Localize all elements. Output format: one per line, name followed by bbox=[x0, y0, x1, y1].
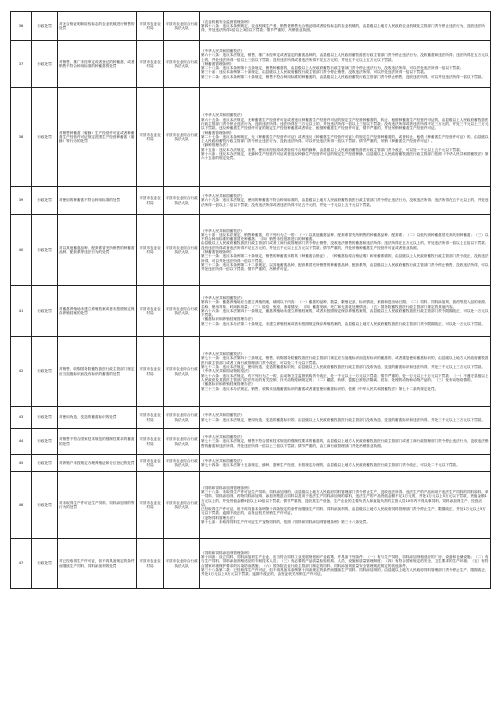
row-matter-name: 对使用伪造、变造的畜禽标识的处罚 bbox=[58, 407, 137, 429]
legal-basis-paragraph: 《中华人民共和国畜牧法》 bbox=[201, 435, 245, 440]
row-number: 46 bbox=[11, 472, 32, 539]
table-row bbox=[11, 472, 491, 539]
legal-basis-paragraph: 第十七条：未取得饲料生产许可证生产宠物饲料的，依照《饲料和饲料添加剂管理条例》第三十八条处罚。 bbox=[201, 520, 370, 525]
row-number: 36 bbox=[11, 12, 32, 41]
row-matter-name: 对销售、推广未经审定或者登记的种畜禽，或者销售不符合种用标准的种畜禽的处罚 bbox=[58, 41, 137, 88]
legal-basis-paragraph: 《畜禽标识和养殖档案管理办法》 bbox=[201, 317, 255, 322]
row-category: 行政处罚 bbox=[32, 472, 58, 539]
legal-basis-paragraph: 第十五条：违反本办法规定，出售、使用未经检疫或者检疫不合格的蜂种，由县级以上人民政府畜牧兽医行政主管部门责令改正，可以处一千元以上五千元以下罚款； bbox=[201, 147, 464, 152]
legal-basis-paragraph: 《饲料和饲料添加剂管理条例》 bbox=[201, 550, 252, 555]
legal-basis-paragraph: 第七十三条：违反本法规定，销售不符合国家技术规范的强制性要求的畜禽的，由县级以上地方人民政府畜牧兽医行政主管部门或者工商行政管理部门责令停止违法行为，没收违法销售的畜禽和违法所得，并处违法所得一倍以上三倍以下罚款；情节严重的，由工商行政管理部门并处吊销营业执照。 bbox=[201, 439, 489, 448]
row-enforcement-body: 平顶市农业综合行政执法大队 bbox=[164, 88, 200, 187]
row-department: 平顶市农业农村局 bbox=[137, 429, 164, 455]
row-legal-basis bbox=[200, 472, 491, 539]
legal-basis-paragraph: 《中华人民共和国畜牧法》 bbox=[201, 113, 245, 118]
row-enforcement-body: 平顶市农业综合行政执法大队 bbox=[164, 472, 200, 539]
row-number: 45 bbox=[11, 455, 32, 472]
row-legal-basis bbox=[200, 286, 491, 337]
table-row bbox=[11, 407, 491, 429]
row-category: 行政处罚 bbox=[32, 215, 58, 286]
row-enforcement-body: 平顶市农业综合行政执法大队 bbox=[164, 12, 200, 41]
row-legal-basis bbox=[200, 337, 491, 407]
legal-basis-paragraph: 第六十六条：违反本法第四十一条规定，畜禽养殖场未建立养殖档案的，或者未按照规定保存养殖档案的，由县级以上人民政府畜牧兽医行政主管部门责令限期改正，可以处一万元以下罚款。 bbox=[201, 308, 489, 318]
legal-basis-paragraph: 第六十五条：违反本法规定，无种畜禽生产经营许可证或者违反种畜禽生产经营许可证的规定生产经营种畜禽的，转让、租借种畜禽生产经营许可证的，由县级以上人民政府畜牧兽医行政主管部门责令停止违法行为，没收违法所得；违法所得在三万元以上的，并处违法所得一倍以上三倍以下罚款；没有违法所得或者违法所得不足三万元的，并处三千元以上三万元以下罚款。违反种畜禽生产经营许可证的规定生产经营种畜禽或者转让、租借种畜禽生产经营许可证，情节严重的，并处吊销种畜禽生产经营许可证。 bbox=[201, 117, 489, 131]
row-legal-basis bbox=[200, 187, 491, 215]
row-enforcement-body: 平顶市农业综合行政执法大队 bbox=[164, 286, 200, 337]
row-legal-basis bbox=[200, 539, 491, 589]
legal-basis-paragraph: 《种畜禽管理条例》 bbox=[201, 61, 234, 66]
row-category: 行政处罚 bbox=[32, 407, 58, 429]
row-department: 平顶市农业农村局 bbox=[137, 472, 164, 539]
legal-basis-paragraph: 《中华人民共和国动物防疫法》 bbox=[201, 369, 252, 374]
legal-basis-paragraph: 第四十一条：畜禽养殖场应当建立养殖档案，载明以下内容：（一）畜禽的品种、数量、繁殖记录、标识情况、来源和进出场日期；（二）饲料、饲料添加剂、兽药等投入品的来源、名称、使用对象、时间和用量；（三）检疫、免疫、消毒情况；（四）畜禽发病、死亡和无害化处理情况；（五）国务院畜牧兽医行政主管部门规定的其他内容。 bbox=[201, 300, 489, 309]
row-matter-name: 对养殖户未按规定办理养殖证和分区登记的处罚 bbox=[58, 455, 137, 472]
row-matter-name: 对销售不符合国家技术规范的强制性要求的畜禽的处罚 bbox=[58, 429, 137, 455]
row-category: 行政处罚 bbox=[32, 455, 58, 472]
row-category: 行政处罚 bbox=[32, 12, 58, 41]
row-number: 43 bbox=[11, 407, 32, 429]
row-category: 行政处罚 bbox=[32, 286, 58, 337]
legal-basis-paragraph: 《种畜禽管理条例》 bbox=[201, 130, 234, 135]
legal-basis-paragraph: 第七十六条：违反本法规定，有下列行为之一的，由动物卫生监督机构责令改正，处一千元以上一万元以下罚款；情节严重的，处一万元以上十万元以下罚款：（一）不遵守县级以上人民政府及其兽医主管部门依法作出的有关控制、扑灭动物疫病规定的；（二）藏匿、转移、盗掘已被依法隔离、封存、处理的动物和动物产品的；（三）发布动物疫情的。 bbox=[201, 373, 489, 382]
row-category: 行政处罚 bbox=[32, 429, 58, 455]
legal-basis-paragraph: 第三十八条：未取得生产许可证生产饲料、饲料添加剂的，由县级以上地方人民政府饲料管理部门责令停止生产，没收违法所得、违法生产的产品和用于违法生产饲料的饲料原料、单一饲料、饲料添加剂、药物饲料添加剂、添加剂预混合饲料以及用于违法生产饲料添加剂的原料，违法生产的产品货值金额不足1万元的，并处1万元以上5万元以下罚款，货值金额1万元以上的，并处货值金额5倍以上10倍以下罚款；情节严重的，没收其生产设备，生产企业的主要负责人和直接负责的主管人员10年内不得从事饲料、饲料添加剂生产、经营活动。 bbox=[201, 489, 489, 507]
row-enforcement-body: 平顶市农业综合行政执法大队 bbox=[164, 337, 200, 407]
legal-basis-paragraph: 第二十七条：违反本条例规定，无《种畜禽生产经营许可证》或者违反《种畜禽生产经营许可证》的规定生产经营种畜禽的，或者转让、租借《种畜禽生产经营许可证》的，由县级以上人民政府畜牧行政主管部门责令停止违法行为，没收违法所得，可以并处违法所得一倍以下罚款；情节严重的，吊销《种畜禽生产经营许可证》。 bbox=[201, 134, 489, 144]
row-category: 行政处罚 bbox=[32, 539, 58, 589]
row-number: 37 bbox=[11, 41, 32, 88]
row-enforcement-body: 平顶市农业综合行政执法大队 bbox=[164, 41, 200, 88]
legal-basis-paragraph: 《宠物饲料管理办法》 bbox=[201, 515, 237, 520]
legal-basis-paragraph: 《种畜禽管理条例》 bbox=[201, 250, 234, 254]
legal-basis-paragraph: 第七十四条：违反本法第十五条规定，蜂种、蚕种生产经营，未按规定办理的，由县级以上地方人民政府畜牧兽医行政主管部门责令改正，可以处二千元以下罚款。 bbox=[201, 463, 460, 467]
row-enforcement-body: 平顶市农业综合行政执法大队 bbox=[164, 539, 200, 589]
row-matter-name: 对畜禽养殖场未建立养殖档案或者未按照规定保存养殖档案的处罚 bbox=[58, 286, 137, 337]
row-legal-basis bbox=[200, 215, 491, 286]
row-department: 平顶市农业农村局 bbox=[137, 337, 164, 407]
legal-basis-paragraph: 第三十一条：违反本条例第二十条规定，销售的种畜禽未附具《种畜禽合格证》、《种畜禽检疫合格证明》和家畜系谱的，由县级以上人民政府畜牧行政主管部门责令改正，没收违法所得，可以并处违法所得一倍以下罚款。 bbox=[201, 254, 489, 263]
legal-basis-paragraph: 第六十八条：违反本法规定，销售、推广未经审定或者鉴定的畜禽品种的，由县级以上人民政府畜牧兽医行政主管部门责令停止违法行为，没收畜禽和违法所得；违法所得在五万元以上的，并处违法所得一倍以上三倍以下罚款；没有违法所得或者违法所得不足五万元的，并处五千元以上五万元以下罚款。 bbox=[201, 53, 489, 62]
row-enforcement-body: 平顶市农业综合行政执法大队 bbox=[164, 187, 200, 215]
legal-basis-paragraph: 已经取得生产许可证，但不再具备本条例第十四条规定的条件而继续生产饲料、饲料添加剂的，由县级以上地方人民政府饲料管理部门责令停止生产、限期改正，并处1万元以上5万元以下罚款；逾期不改正的，由发证机关吊销生产许可证。 bbox=[201, 507, 486, 516]
legal-basis-paragraph: 第十四条：设立饲料、饲料添加剂生产企业，应当符合饲料工业发展规划和产业政策，并具备下列条件：（一）有与生产饲料、饲料添加剂相适应的厂房、设备和仓储设施；（二）有与生产饲料、饲料添加剂相适应的专职技术人员；（三）有必要的产品质量检验机构、人员、设施和质量管理制度；（四）有符合国家规定的安全、卫生要求的生产环境；（五）有符合国家环境保护要求的污染防治措施；（六）国务院农业行政主管部门制定的饲料、饲料添加剂质量安全管理规范规定的其他条件。 bbox=[201, 554, 489, 568]
row-number: 39 bbox=[11, 187, 32, 215]
legal-basis-paragraph: 第七十二条：违反本法规定，使用伪造、变造的畜禽标识的，由县级以上人民政府畜牧兽医行政主管部门没收伪造、变造的畜禽标识和违法所得，并处三千元以上三万元以下罚款。 bbox=[201, 365, 485, 370]
table-row bbox=[11, 286, 491, 337]
row-enforcement-body: 平顶市农业综合行政执法大队 bbox=[164, 407, 200, 429]
row-matter-name: 对无合格证明和检验标志的农业机械进行销售的处罚 bbox=[58, 12, 137, 41]
table-row bbox=[11, 187, 491, 215]
row-department: 平顶市农业农村局 bbox=[137, 215, 164, 286]
row-department: 平顶市农业农村局 bbox=[137, 12, 164, 41]
table-row bbox=[11, 12, 491, 41]
row-enforcement-body: 平顶市农业综合行政执法大队 bbox=[164, 429, 200, 455]
legal-basis-paragraph: 《蜂种管理办法》 bbox=[201, 143, 230, 148]
legal-basis-paragraph: 第六十九条：违反本法规定，使用的种畜禽不符合种用标准的，由县级以上地方人民政府畜牧兽医行政主管部门责令停止违法行为，没收违法所得；违法所得在五千元以上的，并处违法所得一倍以上二倍以下罚款；没有违法所得或者违法所得不足五千元的，并处一千元以上五千元以下罚款。 bbox=[201, 198, 489, 207]
row-category: 行政处罚 bbox=[32, 88, 58, 187]
legal-basis-paragraph: 第十六条：违反本办法规定，无蜂种生产经营许可证或者违反种蜂生产经营许可证的规定生产经营种蜂，由县级以上人民政府畜牧兽医行政主管部门依照《中华人民共和国畜牧法》第六十五条的规定处罚。 bbox=[201, 152, 489, 161]
legal-basis-paragraph: 《中华人民共和国畜牧法》 bbox=[201, 352, 245, 357]
legal-basis-paragraph: 《饲料和饲料添加剂管理条例》 bbox=[201, 485, 252, 490]
row-legal-basis bbox=[200, 41, 491, 88]
row-category: 行政处罚 bbox=[32, 337, 58, 407]
row-legal-basis bbox=[200, 88, 491, 187]
row-department: 平顶市农业农村局 bbox=[137, 539, 164, 589]
legal-basis-paragraph: 《中华人民共和国畜牧法》 bbox=[201, 194, 245, 199]
row-department: 平顶市农业农村局 bbox=[137, 407, 164, 429]
row-matter-name: 对已经取得生产许可证，但不再具备规定的条件而继续生产饲料、饲料添加剂的处罚 bbox=[58, 539, 137, 589]
legal-basis-paragraph: 第二十八条：违反本条例第十五条规定，销售种畜禽的，由县级以上人民政府畜牧行政主管部门责令停止违法行为，没收违法所得，可以并处违法所得一倍以下罚款； bbox=[201, 66, 464, 71]
row-department: 平顶市农业农村局 bbox=[137, 187, 164, 215]
row-legal-basis bbox=[200, 455, 491, 472]
row-enforcement-body: 平顶市农业综合行政执法大队 bbox=[164, 215, 200, 286]
legal-basis-paragraph: 《中华人民共和国畜牧法》 bbox=[201, 458, 245, 463]
legal-basis-paragraph: 第三十三条：违反本办法规定，销售、收购未加施畜禽标识的畜禽或者重复使用畜禽标识的，依照《中华人民共和国畜牧法》第七十二条的规定处罚。 bbox=[201, 386, 439, 391]
row-legal-basis bbox=[200, 429, 491, 455]
row-department: 平顶市农业农村局 bbox=[137, 41, 164, 88]
row-category: 行政处罚 bbox=[32, 41, 58, 88]
row-matter-name: 对使用的种畜禽不符合种用标准的处罚 bbox=[58, 187, 137, 215]
row-number: 44 bbox=[11, 429, 32, 455]
legal-basis-paragraph: 第三十条：违反本条例第二十条规定，由县级以上人民政府畜牧行政主管部门责令停止销售，没收违法所得，可以并处违法所得一倍以下罚款。 bbox=[201, 70, 428, 75]
row-legal-basis bbox=[200, 12, 491, 41]
row-legal-basis bbox=[200, 407, 491, 429]
row-number: 40 bbox=[11, 215, 32, 286]
row-category: 行政处罚 bbox=[32, 187, 58, 215]
table-row bbox=[11, 41, 491, 88]
table-row bbox=[11, 455, 491, 472]
table-row bbox=[11, 215, 491, 286]
penalty-table bbox=[10, 11, 491, 589]
row-number: 38 bbox=[11, 88, 32, 187]
row-number: 47 bbox=[11, 539, 32, 589]
legal-basis-paragraph: 《中华人民共和国畜牧法》 bbox=[201, 413, 245, 418]
table-row bbox=[11, 88, 491, 187]
legal-basis-paragraph: 第七十一条：违反本法第四十三条规定，销售、收购国务院畜牧兽医行政主管部门规定应当加施标识而没有标识的畜禽的，或者重复使用畜禽标识的，由县级以上地方人民政府畜牧兽医行政主管部门或者工商行政管理部门责令改正，可以处二千元以下罚款。 bbox=[201, 356, 489, 365]
table-row bbox=[11, 539, 491, 589]
legal-basis-paragraph: 第三十二条：违反本办法第二十条规定，未建立养殖档案或者未按照规定保存养殖档案的，由县级以上地方人民政府畜牧兽医行政主管部门责令限期改正，可以处一万元以下罚款。 bbox=[201, 321, 485, 326]
row-number: 41 bbox=[11, 286, 32, 337]
legal-basis-paragraph: 第三十八条第二款：已经取得生产许可证，但不再具备本条例第十四条规定的条件而继续生产饲料、饲料添加剂的，由县级以上地方人民政府饲料管理部门责令停止生产、限期改正，并处1万元以上5万元以下罚款；逾期不改正的，由发证机关吊销生产许可证。 bbox=[201, 567, 489, 577]
row-matter-name: 对销售种畜禽（蜜蜂）生产经营许可证或者种畜禽生产经营许可证规定范围生产经营种畜禽（蜜蜂）等行为的处罚 bbox=[58, 88, 137, 187]
legal-basis-paragraph: 《农业机械安全监督管理条例》 bbox=[201, 19, 252, 24]
row-matter-name: 对未取得生产许可证生产饲料、饲料添加剂的等行为的处罚 bbox=[58, 472, 137, 539]
row-matter-name: 对销售、收购国务院畜牧兽医行政主管部门规定应当加施标识而没有标识的畜禽的处罚 bbox=[58, 337, 137, 407]
row-enforcement-body: 平顶市农业综合行政执法大队 bbox=[164, 455, 200, 472]
table-row bbox=[11, 337, 491, 407]
legal-basis-paragraph: 《畜禽标识和养殖档案管理办法》 bbox=[201, 382, 255, 387]
row-number: 42 bbox=[11, 337, 32, 407]
legal-basis-paragraph: 《中华人民共和国畜牧法》 bbox=[201, 228, 245, 233]
row-department: 平顶市农业农村局 bbox=[137, 286, 164, 337]
row-department: 平顶市农业农村局 bbox=[137, 455, 164, 472]
row-department: 平顶市农业农村局 bbox=[137, 88, 164, 187]
legal-basis-paragraph: 第四十八条：违反本条例规定，农业机械生产者、销售者销售无合格证明或者检验标志的农业机械的，由县级以上地方人民政府农业机械化主管部门责令停止违法行为，没收违法所得，并处违法所得1倍以上3倍以下罚款；情节严重的，吊销营业执照。 bbox=[201, 23, 485, 33]
legal-basis-paragraph: 第七十条：违反本法规定，销售种畜禽，有下列行为之一的：（一）以其他畜禽品种、配套系冒充所销售的种畜禽品种、配套系；（二）以低代别种畜禽冒充高代别种畜禽；（三）以不符合种用标准的畜禽冒充种畜禽；（四）销售未经批准进口的种畜禽。 bbox=[201, 232, 489, 242]
row-matter-name: 对以其他畜禽品种、配套系冒充所销售的种畜禽品种、配套系等违法行为的处罚 bbox=[58, 215, 137, 286]
legal-basis-paragraph: 第七十二条：违反本法规定，使用伪造、变造的畜禽标识的，由县级以上人民政府畜牧兽医行政主管部门没收伪造、变造的畜禽标识和违法所得，并处三千元以上三万元以下罚款。 bbox=[201, 417, 485, 422]
legal-basis-paragraph: 由县级以上人民政府畜牧兽医行政主管部门或者工商行政管理部门责令停止销售，没收违法销售的畜禽和违法所得；违法所得在五万元以上的，并处违法所得一倍以上五倍以下罚款；没有违法所得或者违法所得不足五万元的，并处五千元以上五万元以下罚款；情节严重的，并处吊销种畜禽生产经营许可证或者营业执照。 bbox=[201, 241, 489, 250]
legal-basis-paragraph: 《中华人民共和国畜牧法》 bbox=[201, 48, 245, 53]
legal-basis-paragraph: 第三十二条：违反本条例第二十二条规定，以其他畜禽品种、配套系冒充所销售的种畜禽品种、配套系等，由县级以上人民政府畜牧行政主管部门责令停止销售，没收违法所得，可以并处违法所得一倍以下罚款；情节严重的，吊销许可证。 bbox=[201, 262, 489, 272]
legal-basis-paragraph: 《中华人民共和国畜牧法》 bbox=[201, 295, 245, 300]
table-body bbox=[11, 12, 491, 589]
legal-basis-paragraph: 第三十二条：违反本条例第二十条规定，销售不符合种用标准的种畜禽的，由县级以上人民政府畜牧行政主管部门责令停止销售，没收违法所得，可以并处违法所得一倍以下罚款。 bbox=[201, 74, 485, 79]
table-row bbox=[11, 429, 491, 455]
